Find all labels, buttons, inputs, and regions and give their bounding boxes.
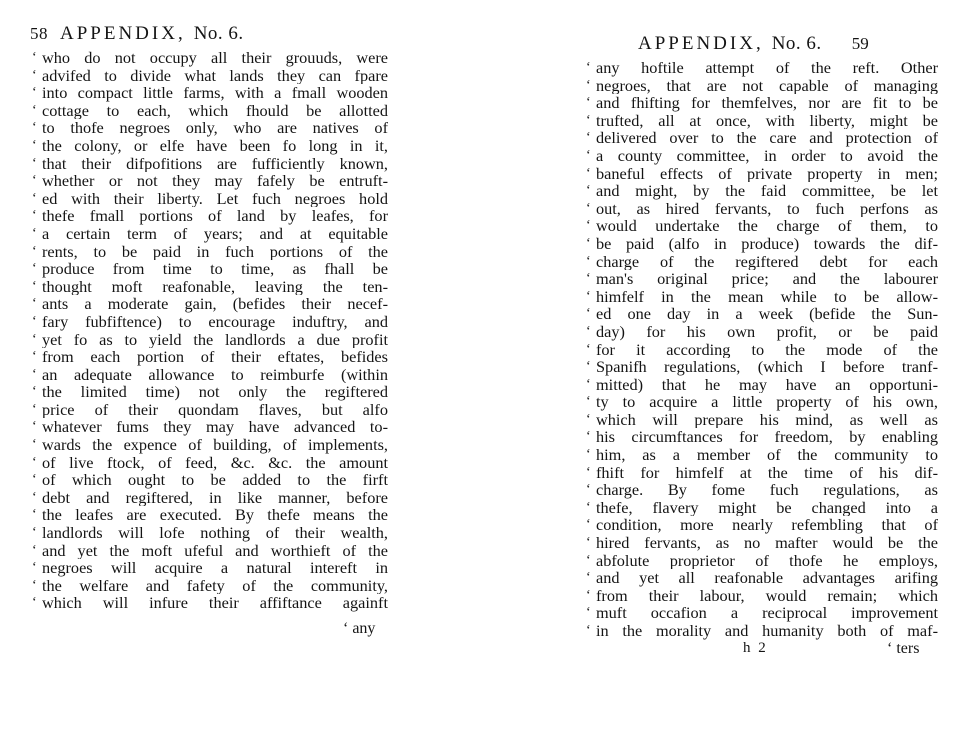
text-line: ‘ hired fervants, as no mafter would be the	[586, 534, 938, 552]
text-line: ‘ him, as a member of the community to	[586, 446, 938, 464]
text-line: ‘ would undertake the charge of them, to	[586, 217, 938, 235]
text-line: ‘ a certain term of years; and at equitable	[32, 224, 388, 243]
text-line: ‘ man's original price; and the labourer	[586, 270, 938, 288]
text-line: ‘ mitted) that he may have an opportuni-	[586, 375, 938, 394]
text-line: ‘ that their difpofitions are fufficiently known,	[32, 154, 388, 173]
right-running-head	[638, 33, 869, 55]
text-line: ‘ produce from time to time, as fhall be	[32, 260, 388, 278]
text-line: ‘ be paid (alfo in produce) towards the dif-	[586, 234, 938, 253]
right-page-number: 59	[851, 34, 869, 53]
right-header-number: No. 6.	[771, 33, 822, 54]
text-line: ‘ which will infure their affiftance againft	[32, 594, 388, 612]
text-line: ‘ and fhifting for themfelves, nor are fit to be	[586, 94, 938, 112]
text-line: ‘ and yet all reafonable advantages arifing	[586, 569, 938, 587]
left-catchword: ‘ any	[343, 620, 376, 637]
text-line: ‘ condition, more nearly refembling that of	[586, 516, 938, 535]
text-line: ‘ and yet the moft ufeful and worthieft of the	[32, 541, 388, 560]
left-running-head	[30, 23, 244, 45]
text-line: ‘ whether or not they may fafely be entruft-	[32, 172, 388, 190]
text-line: ‘ trufted, all at once, with liberty, might be	[586, 111, 938, 130]
left-header-title: APPENDIX,	[60, 23, 186, 44]
left-page-number: 58	[30, 24, 48, 43]
text-line: ‘ yet fo as to yield the landlords a due profit	[32, 330, 388, 349]
text-line: ‘ wards the expence of building, of implements,	[32, 436, 388, 454]
text-line: ‘ in the morality and humanity both of maf-	[586, 622, 938, 640]
text-line: ‘ thefe, flavery might be changed into a	[586, 498, 938, 517]
text-line: ‘ of live ftock, of feed, &c. &c. the amount	[32, 453, 388, 472]
text-line: ‘ from each portion of their eftates, befides	[32, 348, 388, 366]
text-line: ‘ price of their quondam flaves, but alfo	[32, 400, 388, 419]
text-line: ‘ muft occafion a reciprocal improvement	[586, 604, 938, 622]
text-line: ‘ abfolute proprietor of thofe he employs,	[586, 551, 938, 570]
text-line: ‘ himfelf in the mean while to be allow-	[586, 287, 938, 306]
text-line: ‘ debt and regiftered, in like manner, before	[32, 488, 388, 507]
text-line: ‘ and might, by the faid committee, be let	[586, 182, 938, 200]
text-line: ‘ baneful effects of private property in men;	[586, 164, 938, 183]
text-line: ‘ any hoftile attempt of the reft. Other	[586, 59, 938, 77]
text-line: ‘ from their labour, would remain; which	[586, 586, 938, 605]
text-line: ‘ who do not occupy all their grouuds, were	[32, 49, 388, 67]
text-line: ‘ day) for his own profit, or be paid	[586, 322, 938, 341]
text-line: ‘ the welfare and fafety of the community,	[32, 576, 388, 595]
left-text-block	[32, 49, 388, 612]
text-line: ‘ negroes will acquire a natural intereft in	[32, 559, 388, 577]
text-line: ‘ for it according to the mode of the	[586, 340, 938, 359]
text-line: ‘ ed with their liberty. Let fuch negroes hold	[32, 189, 388, 208]
text-line: ‘ the leafes are executed. By thefe means the	[32, 506, 388, 525]
text-line: ‘ which will prepare his mind, as well as	[586, 410, 938, 429]
text-line: ‘ ty to acquire a little property of his own,	[586, 393, 938, 411]
text-line: ‘ whatever fums they may have advanced to-	[32, 418, 388, 437]
right-text-block	[586, 59, 938, 640]
text-line: ‘ fhift for himfelf at the time of his dif-	[586, 463, 938, 482]
right-catchword: ‘ ters	[887, 640, 920, 657]
right-header-title: APPENDIX,	[638, 33, 764, 54]
text-line: ‘ an adequate allowance to reimburfe (within	[32, 365, 388, 384]
text-line: ‘ his circumftances for freedom, by enabling	[586, 428, 938, 447]
right-page	[490, 0, 980, 752]
left-header-number: No. 6.	[193, 23, 244, 44]
text-line: ‘ out, as hired fervants, to fuch perfons as	[586, 199, 938, 218]
text-line: ‘ charge. By fome fuch regulations, as	[586, 481, 938, 499]
text-line: ‘ thefe fmall portions of land by leafes, for	[32, 207, 388, 225]
text-line: ‘ advifed to divide what lands they can fpare	[32, 66, 388, 85]
text-line: ‘ ants a moderate gain, (befides their necef-	[32, 295, 388, 313]
signature-mark: h 2	[743, 640, 768, 656]
text-line: ‘ fary fubfiftence) to encourage induftry, and	[32, 312, 388, 331]
text-line: ‘ cottage to each, which fhould be allotted	[32, 101, 388, 120]
text-line: ‘ thought moft reafonable, leaving the ten-	[32, 277, 388, 296]
text-line: ‘ landlords will lofe nothing of their wealth,	[32, 524, 388, 542]
text-line: ‘ delivered over to the care and protection of	[586, 129, 938, 147]
text-line: ‘ the colony, or elfe have been fo long in it,	[32, 136, 388, 155]
text-line: ‘ Spanifh regulations, (which I before tranf-	[586, 358, 938, 376]
text-line: ‘ into compact little farms, with a fmall wooden	[32, 84, 388, 102]
text-line: ‘ ed one day in a week (befide the Sun-	[586, 305, 938, 323]
text-line: ‘ charge of the regiftered debt for each	[586, 252, 938, 271]
text-line: ‘ to thofe negroes only, who are natives of	[32, 119, 388, 137]
text-line: ‘ of which ought to be added to the firft	[32, 471, 388, 489]
text-line: ‘ the limited time) not only the regiftered	[32, 383, 388, 401]
text-line: ‘ rents, to be paid in fuch portions of the	[32, 242, 388, 261]
text-line: ‘ a county committee, in order to avoid the	[586, 146, 938, 165]
text-line: ‘ negroes, that are not capable of managing	[586, 76, 938, 95]
